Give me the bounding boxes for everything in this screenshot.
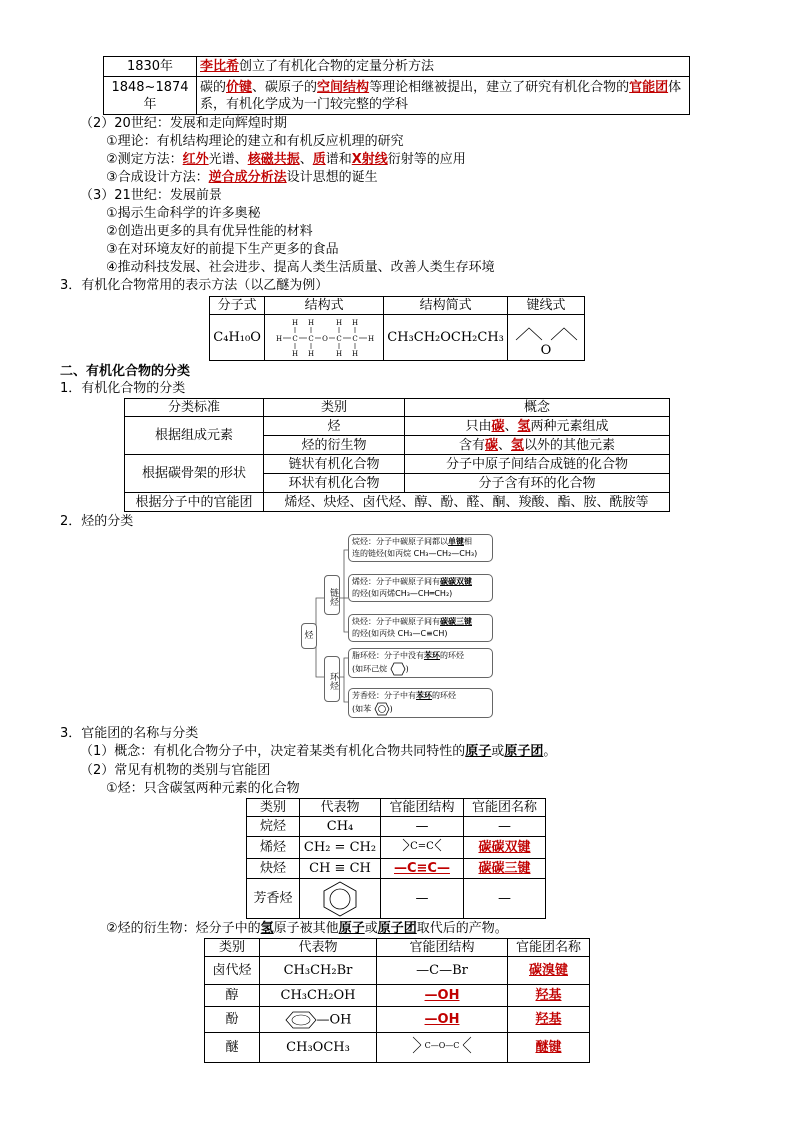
alicyclic-box	[348, 648, 493, 678]
header-cell: 官能团结构	[377, 939, 508, 957]
ether-bond-diagram	[407, 1034, 477, 1056]
cyclohexane-icon	[390, 662, 406, 676]
benzene-icon	[374, 702, 390, 716]
group-name-cell: 羟基	[508, 1007, 590, 1033]
double-bond-text: C=C	[410, 841, 434, 852]
text: ②测定方法：	[106, 152, 183, 167]
svg-text:H: H	[292, 318, 299, 327]
category-cell: 环状有机化合物	[264, 474, 405, 493]
group-structure-cell: —C—Br	[377, 957, 508, 985]
example-cell: CH₃CH₂OH	[260, 985, 377, 1007]
aromatic-line2	[352, 702, 489, 716]
text: 脂环烃：分子中没有	[352, 651, 424, 660]
category-cell: 烃	[264, 417, 405, 436]
text: ②烃的衍生物：烃分子中的	[106, 921, 261, 936]
svg-text:C: C	[308, 334, 314, 343]
svg-text:H: H	[352, 349, 359, 358]
molecular-formula: C₄H₁₀O	[210, 315, 265, 361]
alicyclic-line1	[352, 650, 489, 662]
functional-concept	[80, 743, 556, 761]
header-cell: 类别	[264, 399, 405, 417]
text: 设计思想的诞生	[286, 170, 378, 185]
phenol-ring-diagram	[285, 1010, 317, 1030]
keyword: 碳碳三键	[440, 617, 472, 626]
highlight: 红外	[182, 152, 209, 167]
ether-skeletal-diagram	[511, 318, 581, 358]
alkyne-line2: 的烃(如丙炔 CH₃—C≡CH)	[352, 629, 448, 638]
text: 。	[543, 744, 557, 759]
repr-head: 3．有机化合物常用的表示方法（以乙醚为例）	[60, 278, 329, 293]
ether-bond-text: C—O—C	[424, 1041, 460, 1050]
group-structure-cell: —OH	[377, 985, 508, 1007]
category-cell: 芳香烃	[247, 879, 300, 919]
text: (如环己烷	[352, 664, 388, 674]
category-cell: 链状有机化合物	[264, 455, 405, 474]
group-structure-cell: —	[381, 879, 464, 919]
svg-text:H: H	[368, 334, 375, 343]
svg-text:H: H	[352, 318, 359, 327]
header-cell: 分子式	[210, 297, 265, 315]
text: 炔烃：分子中碳原子间有	[352, 617, 440, 626]
keyword: 原子	[338, 921, 365, 936]
highlight: 氢	[511, 437, 525, 453]
text: 相	[464, 537, 472, 546]
derivative-group-table	[204, 938, 590, 1063]
highlight: 逆合成分析法	[208, 170, 287, 185]
standard-cell: 根据碳骨架的形状	[125, 455, 264, 493]
header-cell: 代表物	[260, 939, 377, 957]
group-name-cell: —	[464, 879, 546, 919]
year-cell: 1830年	[104, 57, 197, 77]
functional-sub: （2）常见有机物的类别与官能团	[80, 763, 271, 778]
classification-table	[124, 398, 670, 512]
example-cell	[300, 879, 381, 919]
concept-cell	[405, 436, 670, 455]
category-cell: 烃的衍生物	[264, 436, 405, 455]
skeletal-formula	[508, 315, 585, 361]
highlight: 碳	[491, 418, 505, 434]
standard-cell: 根据分子中的官能团	[125, 493, 264, 512]
phenol-oh: —OH	[316, 1012, 352, 1027]
c21-line4: ④推动科技发展、社会进步、提高人类生活质量、改善人类生存环境	[106, 260, 495, 275]
header-cell: 概念	[405, 399, 670, 417]
alkene-box	[348, 574, 493, 602]
tree-ring: 环烃	[324, 656, 340, 702]
c21-head: （3）21世纪：发展前景	[80, 188, 222, 203]
hydrocarbon-group-table	[246, 798, 546, 919]
category-cell: 酚	[205, 1007, 260, 1033]
text: 、	[497, 437, 511, 453]
event-text: 、碳原子的	[252, 79, 318, 95]
text: 以外的其他元素	[524, 437, 616, 453]
text: (如苯	[352, 704, 372, 714]
text: 、	[504, 418, 518, 434]
group-name-cell: 碳碳双键	[464, 837, 546, 859]
text: （1）概念：有机化合物分子中，决定着某类有机化合物共同特性的	[80, 744, 466, 759]
text: 原子被其他	[273, 921, 339, 936]
c21-line3: ③在对环境友好的前提下生产更多的食品	[106, 242, 339, 257]
example-cell: CH₃OCH₃	[260, 1033, 377, 1063]
derivative-def	[106, 920, 508, 938]
c21-line2: ②创造出更多的具有优异性能的材料	[106, 224, 313, 239]
highlight: 氢	[517, 418, 531, 434]
alkane-line1	[352, 536, 489, 548]
highlight: 核磁共振	[247, 152, 300, 167]
text: 谱和	[325, 152, 352, 167]
text: 、	[299, 152, 313, 167]
text: )	[405, 664, 409, 674]
category-cell: 卤代烃	[205, 957, 260, 985]
oxygen-label: O	[540, 342, 552, 358]
section-title: 二、有机化合物的分类	[60, 364, 191, 379]
alkyne-box	[348, 614, 493, 642]
group-name-cell: 醚键	[508, 1033, 590, 1063]
category-cell: 炔烃	[247, 859, 300, 879]
event-text: 体系，有机化学成为一门较完整的学科	[200, 79, 682, 112]
c20-head: （2）20世纪：发展和走向辉煌时期	[80, 116, 287, 131]
functional-head: 3．官能团的名称与分类	[60, 726, 199, 741]
keyword: 原子团	[377, 921, 417, 936]
double-bond-diagram	[397, 837, 447, 853]
example-cell: CH₃CH₂Br	[260, 957, 377, 985]
event-cell	[197, 57, 690, 77]
condensed-formula: CH₃CH₂OCH₂CH₃	[384, 315, 508, 361]
header-cell: 分类标准	[125, 399, 264, 417]
header-cell: 代表物	[300, 799, 381, 817]
text: 取代后的产物。	[416, 921, 508, 936]
alkene-line2: 的烃(如丙烯CH₃—CH═CH₂)	[352, 589, 453, 598]
history-table	[103, 56, 690, 115]
svg-text:H: H	[308, 318, 315, 327]
category-cell: 烯烃	[247, 837, 300, 859]
alkyne-line1	[352, 616, 489, 628]
svg-text:H: H	[308, 349, 315, 358]
alkane-line2: 连的链烃(如丙烷 CH₃—CH₂—CH₃)	[352, 549, 478, 558]
c21-line1: ①揭示生命科学的许多奥秘	[106, 206, 261, 221]
group-structure-cell	[381, 837, 464, 859]
header-cell: 结构式	[265, 297, 384, 315]
tree-chain: 链烃	[324, 575, 340, 615]
structural-formula	[265, 315, 384, 361]
event-text: 碳的	[200, 79, 227, 95]
keyword: 原子	[465, 744, 492, 759]
keyword: 苯环	[416, 691, 432, 700]
category-cell: 醚	[205, 1033, 260, 1063]
group-name-cell: 碳碳三键	[464, 859, 546, 879]
text: 含有	[458, 437, 485, 453]
text: ③合成设计方法：	[106, 170, 209, 185]
hydrocarbon-def: ①烃：只含碳氢两种元素的化合物	[106, 781, 300, 796]
ether-structure-diagram	[269, 318, 379, 358]
group-structure-cell: —OH	[377, 1007, 508, 1033]
event-text: 创立了有机化合物的定量分析方法	[239, 59, 435, 74]
svg-text:H: H	[336, 318, 343, 327]
highlight: 价键	[226, 79, 253, 95]
group-structure-cell: —C≡C—	[381, 859, 464, 879]
keyword: 苯环	[424, 651, 440, 660]
concept-cell: 分子含有环的化合物	[405, 474, 670, 493]
header-cell: 类别	[247, 799, 300, 817]
text: 烷烃：分子中碳原子间都以	[352, 537, 448, 546]
tree-root: 烃	[301, 623, 317, 649]
header-cell: 结构简式	[384, 297, 508, 315]
category-cell: 醇	[205, 985, 260, 1007]
highlight: 碳	[484, 437, 498, 453]
text: )	[389, 704, 393, 714]
event-text: 等理论相继被提出，建立了研究有机化合物的	[369, 79, 630, 95]
header-cell: 类别	[205, 939, 260, 957]
group-structure-cell	[377, 1033, 508, 1063]
highlight: 空间结构	[317, 79, 370, 95]
svg-text:C: C	[336, 334, 342, 343]
aromatic-box	[348, 688, 493, 718]
highlight: 官能团	[629, 79, 669, 95]
c20-line3	[106, 169, 378, 187]
category-cell: 烷烃	[247, 817, 300, 837]
highlight: 质	[312, 152, 326, 167]
text: 的环烃	[432, 691, 456, 700]
text: 的环烃	[440, 651, 464, 660]
text: 或	[491, 744, 505, 759]
hydrocarbon-head: 2．烃的分类	[60, 514, 134, 529]
keyword: 氢	[260, 921, 274, 936]
alicyclic-line2	[352, 662, 489, 676]
keyword: 单键	[448, 537, 464, 546]
svg-text:H: H	[292, 349, 299, 358]
concept-cell: 分子中原子间结合成链的化合物	[405, 455, 670, 474]
header-cell: 官能团结构	[381, 799, 464, 817]
text: 只由	[465, 418, 492, 434]
category-cell: 烯烃、炔烃、卤代烃、醇、酚、醛、酮、羧酸、酯、胺、酰胺等	[264, 493, 670, 512]
svg-text:O: O	[322, 334, 329, 343]
header-cell: 官能团名称	[508, 939, 590, 957]
text: 衍射等的应用	[387, 152, 466, 167]
keyword: 碳碳双键	[440, 577, 472, 586]
svg-text:C: C	[292, 334, 298, 343]
text: 两种元素组成	[530, 418, 609, 434]
repr-table	[209, 296, 585, 361]
aromatic-line1	[352, 690, 489, 702]
example-cell: CH₄	[300, 817, 381, 837]
classification-head: 1．有机化合物的分类	[60, 381, 186, 396]
highlight: X射线	[351, 152, 388, 167]
alkene-line1	[352, 576, 489, 588]
group-name-cell: 碳溴键	[508, 957, 590, 985]
group-name-cell: 羟基	[508, 985, 590, 1007]
group-structure-cell: —	[381, 817, 464, 837]
c20-line1: ①理论：有机结构理论的建立和有机反应机理的研究	[106, 134, 404, 149]
svg-text:C: C	[352, 334, 358, 343]
header-cell: 官能团名称	[464, 799, 546, 817]
example-cell: CH ≡ CH	[300, 859, 381, 879]
example-cell: CH₂ = CH₂	[300, 837, 381, 859]
standard-cell: 根据组成元素	[125, 417, 264, 455]
text: 或	[364, 921, 378, 936]
example-cell	[260, 1007, 377, 1033]
svg-text:H: H	[336, 349, 343, 358]
keyword: 原子团	[504, 744, 544, 759]
text: 烯烃：分子中碳原子间有	[352, 577, 440, 586]
svg-text:H: H	[276, 334, 283, 343]
c20-line2	[106, 151, 466, 169]
text: 芳香烃：分子中有	[352, 691, 416, 700]
group-name-cell: —	[464, 817, 546, 837]
concept-cell	[405, 417, 670, 436]
benzene-ring-diagram	[320, 880, 360, 918]
event-cell	[197, 77, 690, 115]
header-cell: 键线式	[508, 297, 585, 315]
alkane-box	[348, 534, 493, 562]
text: 光谱、	[208, 152, 248, 167]
year-cell: 1848~1874年	[104, 77, 197, 115]
name-liebig: 李比希	[200, 59, 240, 74]
